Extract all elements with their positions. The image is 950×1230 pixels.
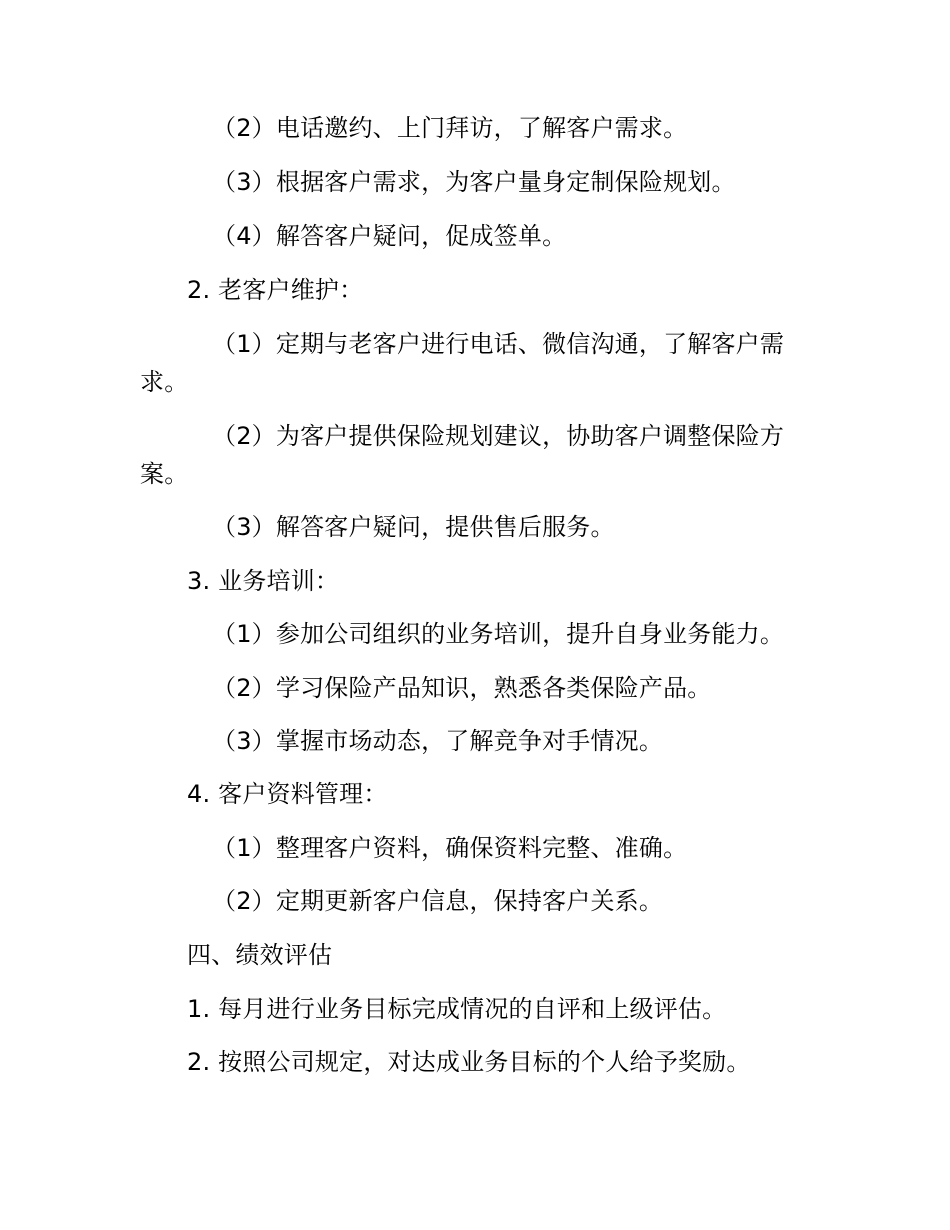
text-line: 案。 [140,460,189,488]
text-line: （1）参加公司组织的业务培训，提升自身业务能力。 [212,620,785,648]
text-line: 1. 每月进行业务目标完成情况的自评和上级评估。 [187,995,727,1023]
text-line: （1）整理客户资料，确保资料完整、准确。 [212,834,688,862]
text-line: （2）学习保险产品知识，熟悉各类保险产品。 [212,674,712,702]
text-line: （4）解答客户疑问，促成签单。 [212,222,567,250]
text-line: （2）为客户提供保险规划建议，协助客户调整保险方 [212,422,785,450]
section-heading: 4. 客户资料管理： [187,780,388,808]
text-line: 求。 [140,368,189,396]
text-line: （3）解答客户疑问，提供售后服务。 [212,513,615,541]
text-line: （1）定期与老客户进行电话、微信沟通，了解客户需 [212,330,785,358]
text-line: （3）掌握市场动态，了解竞争对手情况。 [212,727,664,755]
text-line: 2. 按照公司规定，对达成业务目标的个人给予奖励。 [187,1048,751,1076]
chapter-heading: 四、绩效评估 [187,941,333,969]
text-line: （2）定期更新客户信息，保持客户关系。 [212,887,664,915]
section-heading: 3. 业务培训： [187,567,340,595]
text-line: （3）根据客户需求，为客户量身定制保险规划。 [212,168,736,196]
text-line: （2）电话邀约、上门拜访，了解客户需求。 [212,114,688,142]
section-heading: 2. 老客户维护： [187,276,364,304]
